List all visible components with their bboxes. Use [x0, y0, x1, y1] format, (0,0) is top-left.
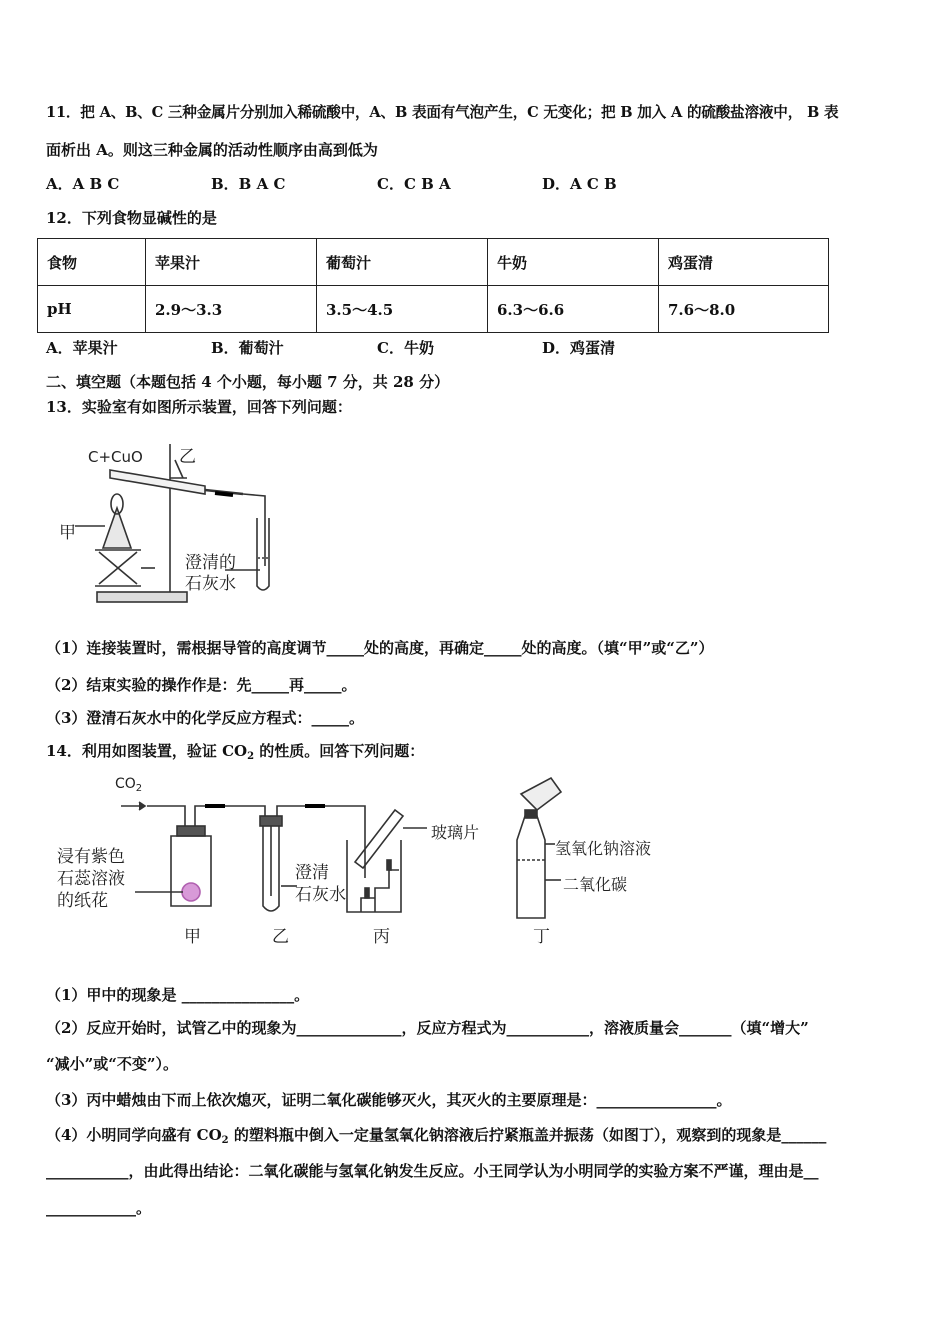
q13-apparatus-figure: [55, 438, 295, 610]
q14-apparatus-figure: [55, 770, 665, 948]
flower-label-1: 浸有紫色: [57, 847, 125, 867]
q14-sub2: （2）反应开始时，试管乙中的现象为______________，反应方程式为___________，溶液质量会_______（填“增大”: [46, 1019, 809, 1037]
table-cell: 2.9～3.3: [146, 286, 317, 333]
table-row: [38, 239, 829, 286]
table-cell: 鸡蛋清: [659, 239, 829, 286]
table-cell: pH: [38, 286, 146, 333]
q14-stem-subscript: 2: [247, 751, 255, 762]
q12-option-d: D．鸡蛋清: [542, 339, 616, 357]
q13-stem: 13．实验室有如图所示装置，回答下列问题：: [46, 398, 352, 416]
ph-table: [37, 238, 829, 333]
glass-slide-label: 玻璃片: [431, 823, 480, 842]
table-cell: 食物: [38, 239, 146, 286]
label-jia: 甲: [59, 523, 76, 543]
q13-sub1: （1）连接装置时，需根据导管的高度调节_____处的高度，再确定_____处的高度。（填“甲”或“乙”）: [46, 639, 714, 657]
q14-sub4: [46, 1125, 826, 1151]
limewater-label-2: 石灰水: [185, 574, 236, 594]
naoh-label: 氢氧化钠溶液: [555, 839, 652, 858]
q12-option-c: C．牛奶: [377, 339, 434, 357]
q14-stem: [46, 741, 424, 767]
table-cell: 7.6～8.0: [659, 286, 829, 333]
q11-line2: 面析出 A。则这三种金属的活动性顺序由高到低为: [46, 141, 378, 159]
q14-sub4-text-end: 的塑料瓶中倒入一定量氢氧化钠溶液后拧紧瓶盖并振荡（如图丁），观察到的现象是______: [228, 1126, 827, 1144]
q13-sub3: （3）澄清石灰水中的化学反应方程式：_____。: [46, 709, 364, 727]
q14-sub4-line2: ___________，由此得出结论：二氧化碳能与氢氧化钠发生反应。小王同学认为小明同学的实验方案不严谨，理由是__: [46, 1162, 819, 1180]
q14-apparatus-drawing: [55, 770, 665, 948]
q11-line1: 11．把 A、B、C 三种金属片分别加入稀硫酸中，A、B 表面有气泡产生，C 无变化；把 B 加入 A 的硫酸盐溶液中， B 表: [46, 104, 839, 121]
q12-option-a: A．苹果汁: [46, 339, 118, 357]
co2-bottle-label: 二氧化碳: [563, 875, 628, 894]
co2-inlet-text: CO: [115, 776, 136, 792]
q12-stem: 12．下列食物显碱性的是: [46, 209, 217, 227]
table-row: [38, 286, 829, 333]
table-cell: 葡萄汁: [317, 239, 488, 286]
q11-option-d: D．A C B: [542, 175, 617, 193]
limewater-label-2: 石灰水: [295, 885, 346, 905]
caption-jia: 甲: [184, 927, 201, 947]
co2-inlet-label: [115, 776, 142, 794]
limewater-label-1: 澄清: [295, 863, 329, 883]
q14-sub4-line3: ____________。: [46, 1199, 152, 1217]
flower-label-3: 的纸花: [57, 891, 108, 911]
table-cell: 3.5～4.5: [317, 286, 488, 333]
table-cell: 牛奶: [488, 239, 659, 286]
table-cell: 苹果汁: [146, 239, 317, 286]
limewater-label-1: 澄清的: [185, 553, 236, 573]
caption-ding: 丁: [533, 927, 550, 947]
label-yi: 乙: [179, 447, 196, 467]
q14-stem-text: 14．利用如图装置，验证 CO: [46, 742, 248, 760]
q11-option-b: B．B A C: [211, 175, 286, 193]
q14-sub4-subscript: 2: [221, 1135, 229, 1146]
reagent-label: C+CuO: [88, 448, 143, 466]
table-cell: 6.3～6.6: [488, 286, 659, 333]
q13-sub2: （2）结束实验的操作作是：先_____再_____。: [46, 676, 357, 694]
co2-inlet-subscript: 2: [135, 783, 143, 794]
q14-sub1: （1）甲中的现象是 _______________。: [46, 986, 310, 1004]
q11-option-a: A．A B C: [46, 175, 120, 193]
section-heading: 二、填空题（本题包括 4 个小题，每小题 7 分，共 28 分）: [46, 373, 450, 391]
q11-option-c: C．C B A: [377, 175, 451, 193]
q14-sub3: （3）丙中蜡烛由下而上依次熄灭，证明二氧化碳能够灭火，其灭火的主要原理是：________________。: [46, 1091, 732, 1109]
q14-sub4-text: （4）小明同学向盛有 CO: [46, 1126, 222, 1144]
caption-yi: 乙: [272, 927, 289, 947]
q12-option-b: B．葡萄汁: [211, 339, 284, 357]
q14-sub2-cont: “减小”或“不变”）。: [46, 1055, 179, 1073]
flower-label-2: 石蕊溶液: [57, 869, 125, 889]
caption-bing: 丙: [373, 927, 390, 947]
q14-stem-text-end: 的性质。回答下列问题：: [254, 742, 425, 760]
